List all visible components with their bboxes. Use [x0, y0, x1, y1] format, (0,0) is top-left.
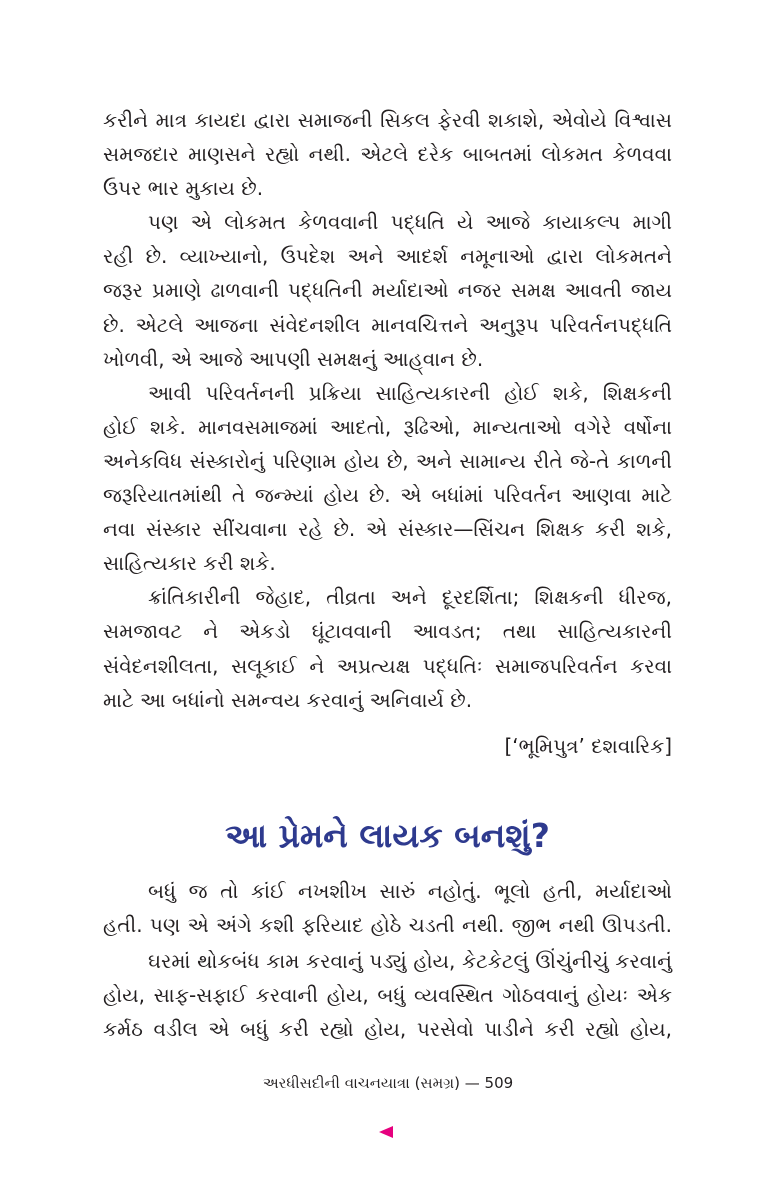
text-line: પણ એ લોકમત કેળવવાની પદ્ધતિ યે આજે કાયાકલ્પ માગી [148, 210, 672, 235]
text-line: કરીને માત્ર કાયદા દ્વારા સમાજની સિકલ ફેરવી શકાશે, એવોયે વિશ્વાસ [103, 108, 672, 132]
text-line: સંવેદનશીલતા, સલૂકાઈ ને અપ્રત્યક્ષ પદ્ધતિઃ સમાજપરિવર્તન કરવા [103, 653, 672, 678]
page-nav-arrow-button[interactable] [379, 1126, 393, 1138]
paragraph [103, 376, 672, 581]
book-title: અરધીસદીની વાચનયાત્રા (સમગ્ર) [262, 1074, 460, 1092]
article-continuation [103, 103, 672, 717]
text-line: હોય, સાફ-સફાઈ કરવાની હોય, બધું વ્યવસ્થિત ગોઠવવાનું હોયઃ એક [103, 983, 672, 1008]
text-line: જરૂર પ્રમાણે ઢાળવાની પદ્ધતિની મર્યાદાઓ નજર સમક્ષ આવતી જાય [103, 278, 672, 303]
article-body [103, 874, 672, 1046]
page-number: 509 [484, 1074, 514, 1092]
text-line: હતી. પણ એ અંગે કશી ફરિયાદ હોઠે ચડતી નથી. જીભ નથી ઊપડતી. [103, 913, 672, 938]
article-heading: આ પ્રેમને લાયક બનશું? [225, 816, 550, 855]
text-line: ઘરમાં થોકબંધ કામ કરવાનું પડ્યું હોય, કેટકેટલું ઊંચુંનીચું કરવાનું [148, 949, 672, 974]
paragraph [103, 205, 672, 375]
paragraph [103, 944, 672, 1046]
text-line: આવી પરિવર્તનની પ્રક્રિયા સાહિત્યકારની હોઈ શકે, શિક્ષકની [148, 380, 672, 405]
source-attribution: [‘ભૂમિપુત્ર’ દશવારિક] [504, 734, 672, 758]
text-line: છે. એટલે આજના સંવેદનશીલ માનવચિત્તને અનુરૂપ પરિવર્તનપદ્ધતિ [103, 312, 672, 337]
paragraph [103, 580, 672, 716]
text-line: જરૂરિયાતમાંથી તે જન્મ્યાં હોય છે. એ બધાંમાં પરિવર્તન આણવા માટે [103, 483, 672, 508]
text-line: ઉપર ભાર મુકાય છે. [103, 176, 264, 201]
text-line: હોઈ શકે. માનવસમાજમાં આદતો, રૂઢિઓ, માન્યતાઓ વગેરે વર્ષોના [103, 414, 672, 439]
text-line: બધું જ તો કાંઈ નખશીખ સારું નહોતું. ભૂલો હતી, મર્યાદાઓ [148, 879, 672, 903]
text-line: રહી છે. વ્યાખ્યાનો, ઉપદેશ અને આદર્શ નમૂનાઓ દ્વારા લોકમતને [103, 244, 672, 269]
footer-separator: — [464, 1074, 480, 1092]
text-line: અનેકવિધ સંસ્કારોનું પરિણામ હોય છે, અને સામાન્ય રીતે જે-તે કાળની [103, 448, 672, 473]
text-line: ક્રાંતિકારીની જેહાદ, તીવ્રતા અને દૂરદર્શિતા; શિક્ષકની ધીરજ, [148, 585, 672, 610]
page-footer [0, 1072, 776, 1094]
text-line: કર્મઠ વડીલ એ બધું કરી રહ્યો હોય, પરસેવો પાડીને કરી રહ્યો હોય, [103, 1017, 672, 1042]
text-line: સમજદાર માણસને રહ્યો નથી. એટલે દરેક બાબતમાં લોકમત કેળવવા [103, 142, 672, 167]
text-line: સાહિત્યકાર કરી શકે. [103, 551, 276, 576]
text-line: માટે આ બધાંનો સમન્વય કરવાનું અનિવાર્ય છે. [103, 687, 473, 712]
text-line: સમજાવટ ને એકડો ઘૂંટાવવાની આવડત; તથા સાહિત્યકારની [103, 619, 672, 644]
text-line: નવા સંસ્કાર સીંચવાના રહે છે. એ સંસ્કાર—સિંચન શિક્ષક કરી શકે, [103, 517, 672, 542]
paragraph [103, 103, 672, 205]
paragraph [103, 874, 672, 942]
left-triangle-icon[interactable] [379, 1126, 393, 1138]
text-line: ખોળવી, એ આજે આપણી સમક્ષનું આહ્‌વાન છે. [103, 346, 484, 371]
